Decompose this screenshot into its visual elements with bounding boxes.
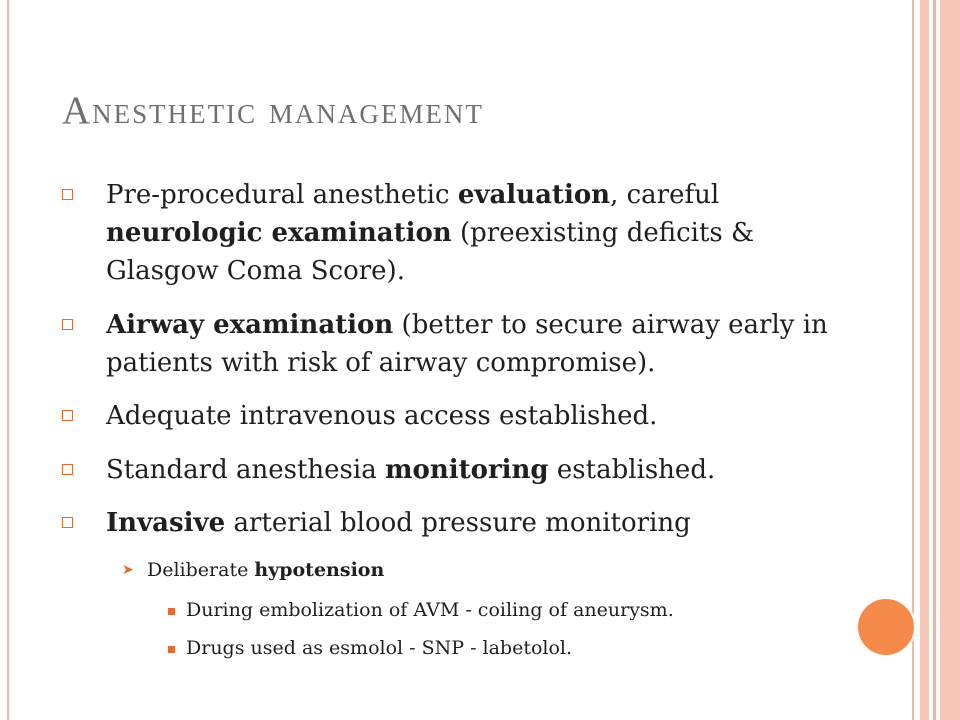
bullet-item xyxy=(62,306,842,382)
bullet-item xyxy=(62,504,842,542)
arrow-bullet-icon: ➤ xyxy=(122,562,134,578)
square-bullet-icon xyxy=(62,189,73,200)
filled-square-bullet-icon xyxy=(168,608,175,615)
sub-sub-bullet-item xyxy=(62,596,842,624)
square-bullet-icon xyxy=(62,464,73,475)
decorative-band xyxy=(933,0,936,720)
bullet-text: Adequate intravenous access established. xyxy=(106,401,658,431)
decorative-circle xyxy=(856,597,916,657)
decorative-band xyxy=(940,0,960,720)
sub-sub-bullet-text: During embolization of AVM - coiling of aneurysm. xyxy=(186,599,674,621)
bullet-item xyxy=(62,451,842,489)
bullet-text: Standard anesthesia monitoring established. xyxy=(106,455,716,485)
filled-square-bullet-icon xyxy=(168,646,175,653)
bullet-item xyxy=(62,397,842,435)
bullet-item xyxy=(62,176,842,290)
sub-sub-bullet-text: Drugs used as esmolol - SNP - labetolol. xyxy=(186,637,573,659)
slide-content xyxy=(62,176,842,662)
bullet-text: Invasive arterial blood pressure monitoring xyxy=(106,508,691,538)
sub-bullet-item: ➤ Deliberate hypotension xyxy=(62,556,842,584)
bullet-text: Pre-procedural anesthetic evaluation, careful neurologic examination (preexisting deficits & Glasgow Coma Score). xyxy=(106,180,755,286)
square-bullet-icon xyxy=(62,517,73,528)
bullet-text: Airway examination (better to secure airway early in patients with risk of airway compromise). xyxy=(106,310,828,378)
decorative-band xyxy=(920,0,929,720)
square-bullet-icon xyxy=(62,319,73,330)
square-bullet-icon xyxy=(62,410,73,421)
sub-sub-bullet-item xyxy=(62,634,842,662)
slide-title: Anesthetic management xyxy=(62,89,484,132)
